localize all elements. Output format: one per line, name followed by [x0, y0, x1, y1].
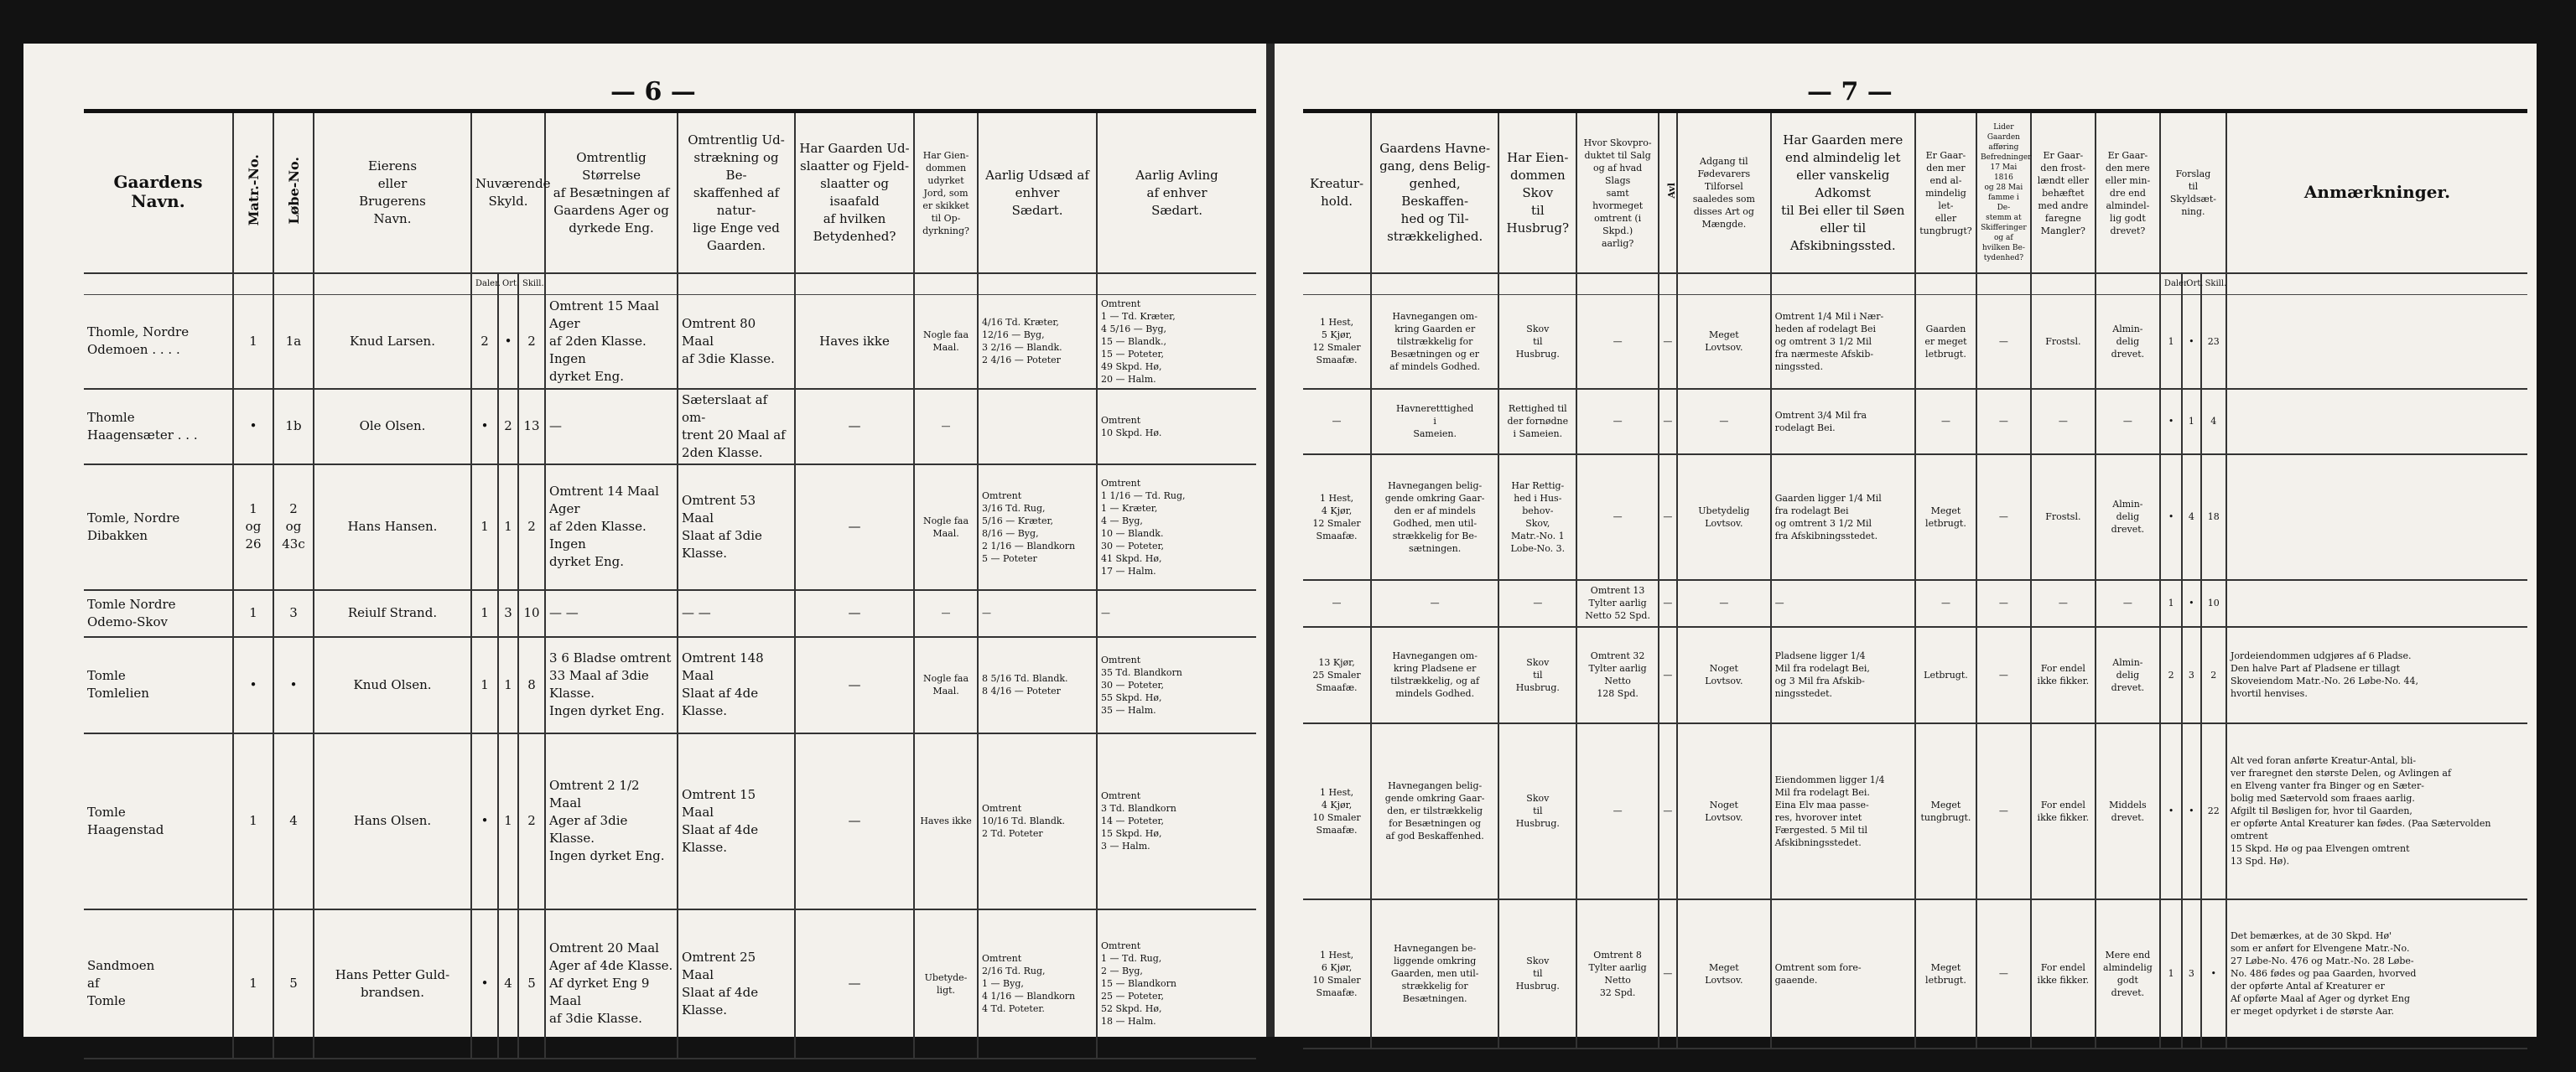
cell-lobe: 1b [273, 389, 314, 464]
cell-claim: Nogle faa Maal. [914, 295, 978, 389]
cell-lobe: 4 [273, 733, 314, 909]
cell-distance: Havnegangen om- kring Pladsene er tilstrækkelig, og af mindels Godhed. [1371, 627, 1498, 723]
cell-quality: Meget Lovtsov. [1677, 295, 1771, 389]
cell-sowing: Omtrent 3/16 Td. Rug, 5/16 — Kræter, 8/16 — Byg, 2 1/16 — Blandkorn 5 — Poteter [978, 464, 1097, 590]
cell-market: Gaarden ligger 1/4 Mil fra rodelagt Bei og omtrent 3 1/2 Mil fra Afskibningsstedet. [1771, 454, 1915, 580]
header-owner: Eierens eller Brugerens Navn. [314, 111, 471, 274]
cell-o: 3 [2182, 899, 2200, 1049]
cell-mark: — [1659, 295, 1677, 389]
cell-distance: Havnegangen belig- gende omkring Gaar- den er af mindels Godhed, men util- strækkelig for Be- sætningen. [1371, 454, 1498, 580]
cell-claim: Nogle faa Maal. [914, 464, 978, 590]
cell-quality: Meget Lovtsov. [1677, 899, 1771, 1049]
cell-o: 3 [498, 590, 518, 637]
cell-d: 1 [2160, 295, 2182, 389]
cell-common: Almin- delig drevet. [2096, 627, 2160, 723]
cell-yield: Omtrent 3 Td. Blandkorn 14 — Poteter, 15 Skpd. Hø, 3 — Halm. [1097, 733, 1256, 909]
cell-mark: — [1659, 899, 1677, 1049]
cell-lobe: 3 [273, 590, 314, 637]
table-row [1303, 580, 2527, 627]
cell-s: 2 [2201, 627, 2226, 723]
right-register-table [1303, 109, 2527, 1049]
cell-s: 23 [2201, 295, 2226, 389]
cell-quality: Noget Lovtsov. [1677, 627, 1771, 723]
cell-matr: 1 [233, 295, 273, 389]
cell-common: Mere end almindelig godt drevet. [2096, 899, 2160, 1049]
cell-sowing: 4/16 Td. Kræter, 12/16 — Byg, 3 2/16 — Blandk. 2 4/16 — Poteter [978, 295, 1097, 389]
cell-area: Omtrent 14 Maal Ager af 2den Klasse. Ingen dyrket Eng. [545, 464, 678, 590]
cell-d: • [471, 909, 498, 1059]
sub-ort: Ort. [498, 273, 518, 295]
cell-common: Almin- delig drevet. [2096, 454, 2160, 580]
cell-s: 10 [518, 590, 545, 637]
cell-livestock: 1 Hest, 4 Kjør, 10 Smaler Smaafæ. [1303, 723, 1371, 899]
table-row [84, 909, 1256, 1059]
cell-matr: 1 og 26 [233, 464, 273, 590]
cell-market: Eiendommen ligger 1/4 Mil fra rodelagt Bei. Eina Elv maa passe- res, hvorover intet Færgested. 5 Mil til Afskibningsstedet. [1771, 723, 1915, 899]
cell-matr: • [233, 637, 273, 733]
book-spine [1266, 44, 1275, 1037]
page-number-left: — 6 — [610, 77, 696, 106]
cell-forest: — [795, 909, 914, 1059]
cell-forestuse: Har Rettig- hed i Hus- behov- Skov, Matr.-No. 1 Lobe-No. 3. [1498, 454, 1576, 580]
header-ease: Er Gaar- den mer end al- mindelig let- eller tungbrugt? [1915, 111, 1976, 274]
cell-owner: Hans Petter Guld- brandsen. [314, 909, 471, 1059]
cell-area: 3 6 Bladse omtrent 33 Maal af 3die Klasse. Ingen dyrket Eng. [545, 637, 678, 733]
table-row [1303, 454, 2527, 580]
sub-skill-r: Skill. [2201, 273, 2226, 295]
cell-common: Middels drevet. [2096, 723, 2160, 899]
cell-timber: — [1576, 723, 1658, 899]
cell-d: 1 [471, 637, 498, 733]
cell-frost: Frostsl. [2031, 454, 2096, 580]
table-row [1303, 295, 2527, 389]
cell-distance: Havneretttighed i Sameien. [1371, 389, 1498, 454]
cell-area: — [545, 389, 678, 464]
cell-mark: — [1659, 454, 1677, 580]
table-row [84, 733, 1256, 909]
table-row [84, 464, 1256, 590]
cell-damage: — [1976, 454, 2031, 580]
page-number-right: — 7 — [1807, 77, 1893, 106]
cell-forestuse: Rettighed til der fornødne i Sameien. [1498, 389, 1576, 454]
cell-forest: — [795, 637, 914, 733]
cell-ease: Meget letbrugt. [1915, 454, 1976, 580]
header-forest: Har Gaarden Ud- slaatter og Fjeld- slaatter og isaafald af hvilken Betydenhed? [795, 111, 914, 274]
cell-natural: Omtrent 53 Maal Slaat af 3die Klasse. [678, 464, 795, 590]
cell-market: Omtrent 1/4 Mil i Nær- heden af rodelagt Bei og omtrent 3 1/2 Mil fra nærmeste Afskib- ningssted. [1771, 295, 1915, 389]
header-damage: Lider Gaarden afføring Befredninger 17 Mai 1816 og 28 Mai famme i De- stemm at Skifferinger og af hvilken Be- tydenhed? [1976, 111, 2031, 274]
cell-distance: Havnegangen om- kring Gaarden er tilstrækkelig for Besætningen og er af mindels Godhed. [1371, 295, 1498, 389]
table-row [1303, 899, 2527, 1049]
cell-forestuse: Skov til Husbrug. [1498, 627, 1576, 723]
cell-quality: — [1677, 389, 1771, 454]
cell-market: — [1771, 580, 1915, 627]
cell-o: • [2182, 723, 2200, 899]
cell-distance: Havnegangen be- liggende omkring Gaarden, men util- strækkelig for Besætningen. [1371, 899, 1498, 1049]
cell-name: Tomle, Nordre Dibakken [84, 464, 233, 590]
cell-market: Omtrent som fore- gaaende. [1771, 899, 1915, 1049]
cell-natural: Sæterslaat af om- trent 20 Maal af 2den Klasse. [678, 389, 795, 464]
sub-daler-r: Daler. [2160, 273, 2182, 295]
cell-sowing: Omtrent 10/16 Td. Blandk. 2 Td. Poteter [978, 733, 1097, 909]
cell-ease: — [1915, 389, 1976, 454]
cell-market: Pladsene ligger 1/4 Mil fra rodelagt Bei, og 3 Mil fra Afskib- ningsstedet. [1771, 627, 1915, 723]
header-name: Gaardens Navn. [84, 111, 233, 274]
header-frost: Er Gaar- den frost- lændt eller behæftet med andre faregne Mangler? [2031, 111, 2096, 274]
cell-distance: Havnegangen belig- gende omkring Gaar- den, er tilstrækkelig for Besætningen og af god Beskaffenhed. [1371, 723, 1498, 899]
cell-s: 2 [518, 464, 545, 590]
cell-o: 1 [2182, 389, 2200, 454]
cell-d: 1 [2160, 580, 2182, 627]
cell-matr: 1 [233, 733, 273, 909]
cell-forest: — [795, 464, 914, 590]
cell-d: 2 [471, 295, 498, 389]
cell-forest: — [795, 590, 914, 637]
cell-timber: — [1576, 295, 1658, 389]
cell-ease: Letbrugt. [1915, 627, 1976, 723]
cell-quality: Noget Lovtsov. [1677, 723, 1771, 899]
cell-yield: — [1097, 590, 1256, 637]
cell-area: Omtrent 15 Maal Ager af 2den Klasse. Ingen dyrket Eng. [545, 295, 678, 389]
header-matr: Matr.-No. [233, 111, 273, 274]
header-lobe: Løbe-No. [273, 111, 314, 274]
cell-natural: Omtrent 15 Maal Slaat af 4de Klasse. [678, 733, 795, 909]
cell-frost: — [2031, 580, 2096, 627]
cell-claim: Nogle faa Maal. [914, 637, 978, 733]
cell-livestock: — [1303, 580, 1371, 627]
cell-name: Thomle, Nordre Odemoen . . . . [84, 295, 233, 389]
cell-common: — [2096, 580, 2160, 627]
header-forestuse: Har Eien- dommen Skov til Husbrug? [1498, 111, 1576, 274]
cell-frost: For endel ikke fikker. [2031, 627, 2096, 723]
cell-yield: Omtrent 1 — Td. Rug, 2 — Byg, 15 — Blandkorn 25 — Poteter, 52 Skpd. Hø, 18 — Halm. [1097, 909, 1256, 1059]
cell-name: Sandmoen af Tomle [84, 909, 233, 1059]
cell-sowing: — [978, 590, 1097, 637]
cell-name: Tomle Haagenstad [84, 733, 233, 909]
table-row [84, 590, 1256, 637]
cell-o: • [2182, 295, 2200, 389]
cell-o: • [2182, 580, 2200, 627]
cell-d: • [2160, 723, 2182, 899]
cell-s: 2 [518, 733, 545, 909]
cell-sowing [978, 389, 1097, 464]
cell-matr: 1 [233, 590, 273, 637]
cell-area: Omtrent 20 Maal Ager af 4de Klasse. Af dyrket Eng 9 Maal af 3die Klasse. [545, 909, 678, 1059]
cell-livestock: 1 Hest, 6 Kjør, 10 Smaler Smaafæ. [1303, 899, 1371, 1049]
header-sowing: Aarlig Udsæd af enhver Sædart. [978, 111, 1097, 274]
header-natural: Omtrentlig Ud- strækning og Be- skaffenhed af natur- lige Enge ved Gaarden. [678, 111, 795, 274]
cell-lobe: 2 og 43c [273, 464, 314, 590]
cell-s: 8 [518, 637, 545, 733]
table-row [1303, 389, 2527, 454]
cell-timber: — [1576, 389, 1658, 454]
sub-daler: Daler. [471, 273, 498, 295]
cell-yield: Omtrent 35 Td. Blandkorn 30 — Poteter, 55 Skpd. Hø, 35 — Halm. [1097, 637, 1256, 733]
cell-livestock: 1 Hest, 5 Kjør, 12 Smaler Smaafæ. [1303, 295, 1371, 389]
cell-forest: — [795, 389, 914, 464]
cell-s: 5 [518, 909, 545, 1059]
sub-ort-r: Ort. [2182, 273, 2200, 295]
cell-frost: — [2031, 389, 2096, 454]
cell-claim: — [914, 590, 978, 637]
cell-yield: Omtrent 1 1/16 — Td. Rug, 1 — Kræter, 4 — Byg, 10 — Blandk. 30 — Poteter, 41 Skpd. Hø, 17 — Halm. [1097, 464, 1256, 590]
header-skyld: Nuværende Skyld. [471, 111, 545, 274]
cell-forest: — [795, 733, 914, 909]
cell-mark: — [1659, 389, 1677, 454]
cell-owner: Hans Olsen. [314, 733, 471, 909]
cell-forestuse: — [1498, 580, 1576, 627]
cell-forestuse: Skov til Husbrug. [1498, 295, 1576, 389]
cell-natural: Omtrent 25 Maal Slaat af 4de Klasse. [678, 909, 795, 1059]
cell-name: Thomle Haagensæter . . . [84, 389, 233, 464]
cell-o: 4 [2182, 454, 2200, 580]
cell-forest: Haves ikke [795, 295, 914, 389]
cell-distance: — [1371, 580, 1498, 627]
cell-common: Almin- delig drevet. [2096, 295, 2160, 389]
cell-d: 1 [471, 464, 498, 590]
cell-d: • [471, 733, 498, 909]
header-common: Er Gaar- den mere eller min- dre end almindel- lig godt drevet? [2096, 111, 2160, 274]
cell-sowing: 8 5/16 Td. Blandk. 8 4/16 — Poteter [978, 637, 1097, 733]
cell-natural: Omtrent 80 Maal af 3die Klasse. [678, 295, 795, 389]
table-row [1303, 723, 2527, 899]
cell-o: • [498, 295, 518, 389]
cell-name: Tomle Nordre Odemo-Skov [84, 590, 233, 637]
cell-livestock: 1 Hest, 4 Kjør, 12 Smaler Smaafæ. [1303, 454, 1371, 580]
cell-timber: Omtrent 13 Tylter aarlig Netto 52 Spd. [1576, 580, 1658, 627]
cell-d: • [471, 389, 498, 464]
table-row [84, 637, 1256, 733]
cell-timber: Omtrent 32 Tylter aarlig Netto 128 Spd. [1576, 627, 1658, 723]
cell-lobe: 1a [273, 295, 314, 389]
cell-damage: — [1976, 295, 2031, 389]
cell-owner: Hans Hansen. [314, 464, 471, 590]
table-row [84, 389, 1256, 464]
cell-lobe: • [273, 637, 314, 733]
sub-skill: Skill. [518, 273, 545, 295]
cell-d: • [2160, 454, 2182, 580]
cell-mark: — [1659, 580, 1677, 627]
header-mark: Avl [1659, 111, 1677, 274]
cell-market: Omtrent 3/4 Mil fra rodelagt Bei. [1771, 389, 1915, 454]
cell-remarks: Alt ved foran anførte Kreatur-Antal, bli- ver fraregnet den største Delen, og Avlingen af en Elveng vanter fra Binger og en Sæter- bolig med Sætervold som fraaes aarlig. Afgilt til Bøsligen for, hvor til Gaarden, er opførte Antal Kreaturer kan fødes. (Paa Sætervolden omtrent 15 Skpd. Hø og paa Elvengen omtrent 13 Spd. Hø). [2226, 723, 2527, 899]
cell-common: — [2096, 389, 2160, 454]
cell-s: 13 [518, 389, 545, 464]
cell-forestuse: Skov til Husbrug. [1498, 723, 1576, 899]
cell-o: 3 [2182, 627, 2200, 723]
cell-natural: — — [678, 590, 795, 637]
cell-ease: Gaarden er meget letbrugt. [1915, 295, 1976, 389]
header-distance: Gaardens Havne- gang, dens Belig- genhed, Beskaffen- hed og Til- strækkelighed. [1371, 111, 1498, 274]
header-quality: Adgang til Fødevarers Tilforsel saaledes som disses Art og Mængde. [1677, 111, 1771, 274]
cell-claim: Haves ikke [914, 733, 978, 909]
cell-claim: — [914, 389, 978, 464]
header-area: Omtrentlig Størrelse af Besætningen af Gaardens Ager og dyrkede Eng. [545, 111, 678, 274]
cell-s: 22 [2201, 723, 2226, 899]
cell-livestock: — [1303, 389, 1371, 454]
cell-frost: Frostsl. [2031, 295, 2096, 389]
cell-forestuse: Skov til Husbrug. [1498, 899, 1576, 1049]
table-row [84, 295, 1256, 389]
header-livestock: Kreatur- hold. [1303, 111, 1371, 274]
cell-mark: — [1659, 723, 1677, 899]
cell-sowing: Omtrent 2/16 Td. Rug, 1 — Byg, 4 1/16 — Blandkorn 4 Td. Poteter. [978, 909, 1097, 1059]
cell-owner: Knud Larsen. [314, 295, 471, 389]
cell-owner: Reiulf Strand. [314, 590, 471, 637]
cell-remarks [2226, 295, 2527, 389]
right-page [1275, 44, 2537, 1037]
cell-s: 18 [2201, 454, 2226, 580]
cell-o: 1 [498, 733, 518, 909]
cell-frost: For endel ikke fikker. [2031, 899, 2096, 1049]
cell-remarks: Jordeiendommen udgjøres af 6 Pladse. Den halve Part af Pladsene er tillagt Skoveiendom Matr.-No. 26 Løbe-No. 44, hvortil henvises. [2226, 627, 2527, 723]
cell-o: 2 [498, 389, 518, 464]
cell-damage: — [1976, 627, 2031, 723]
table-row [1303, 627, 2527, 723]
left-page [23, 44, 1266, 1037]
cell-damage: — [1976, 723, 2031, 899]
cell-ease: Meget letbrugt. [1915, 899, 1976, 1049]
header-claim: Har Gien- dommen udyrket Jord, som er skikket til Op- dyrkning? [914, 111, 978, 274]
cell-yield: Omtrent 1 — Td. Kræter, 4 5/16 — Byg, 15 — Blandk., 15 — Poteter, 49 Skpd. Hø, 20 — Halm. [1097, 295, 1256, 389]
cell-d: 2 [2160, 627, 2182, 723]
cell-remarks [2226, 580, 2527, 627]
cell-ease: Meget tungbrugt. [1915, 723, 1976, 899]
left-register-table [84, 109, 1256, 1059]
cell-d: 1 [2160, 899, 2182, 1049]
cell-timber: — [1576, 454, 1658, 580]
cell-area: Omtrent 2 1/2 Maal Ager af 3die Klasse. Ingen dyrket Eng. [545, 733, 678, 909]
cell-o: 4 [498, 909, 518, 1059]
cell-s: • [2201, 899, 2226, 1049]
cell-lobe: 5 [273, 909, 314, 1059]
cell-livestock: 13 Kjør, 25 Smaler Smaafæ. [1303, 627, 1371, 723]
cell-quality: Ubetydelig Lovtsov. [1677, 454, 1771, 580]
cell-damage: — [1976, 580, 2031, 627]
cell-remarks [2226, 454, 2527, 580]
cell-natural: Omtrent 148 Maal Slaat af 4de Klasse. [678, 637, 795, 733]
cell-mark: — [1659, 627, 1677, 723]
cell-matr: 1 [233, 909, 273, 1059]
cell-d: • [2160, 389, 2182, 454]
cell-remarks [2226, 389, 2527, 454]
header-market: Har Gaarden mere end almindelig let eller vanskelig Adkomst til Bei eller til Søen eller til Afskibningssted. [1771, 111, 1915, 274]
cell-damage: — [1976, 899, 2031, 1049]
cell-matr: • [233, 389, 273, 464]
cell-name: Tomle Tomlelien [84, 637, 233, 733]
cell-ease: — [1915, 580, 1976, 627]
header-yield: Aarlig Avling af enhver Sædart. [1097, 111, 1256, 274]
cell-o: 1 [498, 637, 518, 733]
cell-claim: Ubetyde- ligt. [914, 909, 978, 1059]
cell-owner: Ole Olsen. [314, 389, 471, 464]
header-timber: Hvor Skovpro- duktet til Salg og af hvad Slags samt hvormeget omtrent (i Skpd.) aarlig? [1576, 111, 1658, 274]
cell-o: 1 [498, 464, 518, 590]
cell-damage: — [1976, 389, 2031, 454]
header-proposal: Forslag til Skyldsæt- ning. [2160, 111, 2226, 274]
cell-yield: Omtrent 10 Skpd. Hø. [1097, 389, 1256, 464]
cell-remarks: Det bemærkes, at de 30 Skpd. Hø' som er anført for Elvengene Matr.-No. 27 Løbe-No. 476 og Matr.-No. 28 Løbe- No. 486 fødes og paa Gaarden, hvorved der opførte Antal af Kreaturer er Af opførte Maal af Ager og dyrket Eng er meget opdyrket i de største Aar. [2226, 899, 2527, 1049]
cell-d: 1 [471, 590, 498, 637]
cell-s: 4 [2201, 389, 2226, 454]
cell-timber: Omtrent 8 Tylter aarlig Netto 32 Spd. [1576, 899, 1658, 1049]
cell-frost: For endel ikke fikker. [2031, 723, 2096, 899]
cell-quality: — [1677, 580, 1771, 627]
cell-owner: Knud Olsen. [314, 637, 471, 733]
header-remarks: Anmærkninger. [2226, 111, 2527, 274]
cell-s: 2 [518, 295, 545, 389]
cell-s: 10 [2201, 580, 2226, 627]
cell-area: — — [545, 590, 678, 637]
